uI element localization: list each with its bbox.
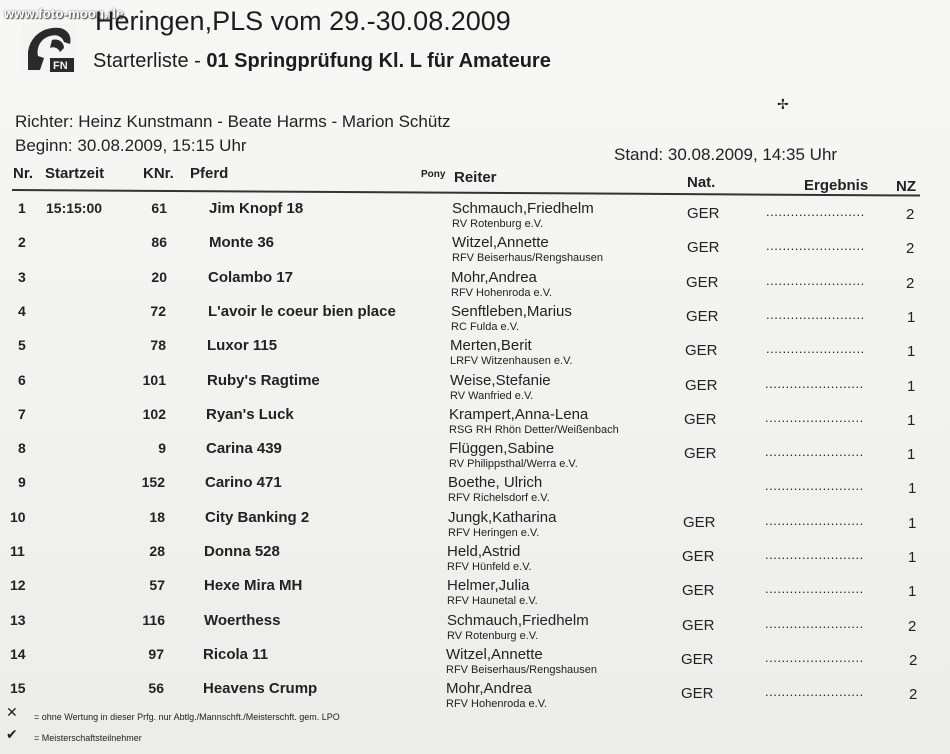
col-header-nz: NZ [896,178,916,195]
cell-nat: GER [682,616,715,634]
cell-nr: 7 [18,405,26,422]
table-row [0,406,950,440]
cell-horse: Heavens Crump [203,680,318,698]
cell-rider: Mohr,Andrea [451,268,537,286]
cell-horse: Ryan's Luck [206,405,294,423]
cell-result: ........................ [766,306,865,322]
col-header-knr: KNr. [143,165,174,182]
cell-nz: 2 [906,206,915,223]
cell-club: LRFV Witzenhausen e.V. [450,355,573,368]
cell-nr: 11 [10,543,25,559]
cell-knr: 28 [149,543,165,559]
subtitle-main: 01 Springprüfung Kl. L für Amateure [206,50,551,72]
col-header-pferd: Pferd [190,165,229,182]
cell-nr: 5 [18,337,26,354]
table-row [0,509,950,543]
cell-club: RV Rotenburg e.V. [447,629,539,642]
fn-horse-logo-icon [22,22,76,74]
cell-result: ........................ [765,649,864,665]
cell-nr: 9 [18,474,26,491]
cell-rider: Weise,Stefanie [450,371,551,389]
cell-club: RSG RH Rhön Detter/Weißenbach [449,423,619,436]
cell-horse: Carina 439 [206,440,282,458]
cell-nz: 1 [908,549,917,566]
cell-rider: Schmauch,Friedhelm [452,200,594,217]
cell-rider: Flüggen,Sabine [449,440,555,458]
cell-nz: 1 [907,446,916,464]
cell-club: RFV Haunetal e.V. [447,595,538,608]
cell-club: RFV Hünfeld e.V. [447,561,532,573]
cell-club: RC Fulda e.V. [451,320,520,333]
cell-nz: 1 [907,377,916,395]
cell-result: ........................ [765,409,864,425]
cell-nz: 1 [908,514,917,532]
watermark: www.foto-moog.de [4,6,124,21]
cell-result: ........................ [765,684,864,700]
table-row [0,646,950,680]
cell-nz: 1 [907,411,916,429]
table-row [0,200,950,234]
cell-result: ........................ [766,238,865,254]
header-rule [12,189,920,197]
cell-horse: Woerthess [204,611,281,629]
cell-nat: GER [685,376,718,394]
table-row [0,577,950,611]
col-header-nr: Nr. [13,165,34,182]
legend-cross-text: = ohne Wertung in dieser Prfg. nur Abtlg./Mannschft./Meisterschft. gem. LPO [34,712,340,722]
cell-nat: GER [685,342,718,360]
cell-result: ........................ [765,444,864,460]
cell-knr: 9 [158,440,166,457]
check-icon: ✔ [6,726,18,742]
cell-result: ........................ [766,341,865,357]
paper-mark-icon: ✢ [777,96,789,112]
cell-horse: Monte 36 [209,234,275,252]
table-row [0,337,950,371]
cell-nz: 1 [908,583,917,601]
cell-nz: 1 [907,343,916,361]
cell-knr: 72 [150,302,166,319]
cell-nz: 1 [907,308,916,326]
cell-rider: Krampert,Anna-Lena [449,405,589,423]
cell-knr: 57 [149,577,165,594]
cell-nat: GER [687,239,720,257]
table-row [0,303,950,337]
cell-horse: City Banking 2 [205,508,310,526]
judges-line: Richter: Heinz Kunstmann - Beate Harms - Marion Schütz [15,112,451,131]
cell-nz: 2 [906,274,915,292]
cell-nr: 13 [10,611,26,628]
logo-text: FN [53,60,68,72]
cell-rider: Boethe, Ulrich [448,474,543,492]
cell-club: RV Wanfried e.V. [450,389,534,402]
cell-horse: Hexe Mira MH [204,577,303,595]
cell-horse: Ricola 11 [203,645,269,663]
cell-nat: GER [681,650,714,668]
cell-result: ........................ [765,478,864,494]
cell-horse: L'avoir le coeur bien place [208,302,396,320]
cell-nr: 2 [18,234,26,251]
cell-nat: GER [684,445,717,463]
cell-club: RFV Hohenroda e.V. [446,698,548,711]
cell-horse: Colambo 17 [208,268,294,286]
cell-rider: Schmauch,Friedhelm [447,611,589,629]
cell-result: ........................ [765,547,864,562]
table-row [0,680,950,714]
cell-result: ........................ [765,512,864,528]
begin-line: Beginn: 30.08.2009, 15:15 Uhr [15,136,247,155]
cell-nr: 3 [18,268,26,285]
cell-rider: Held,Astrid [447,543,521,560]
stand-line: Stand: 30.08.2009, 14:35 Uhr [614,145,838,164]
table-row [0,440,950,474]
table-row [0,269,950,303]
cell-rider: Mohr,Andrea [446,680,532,698]
cell-rider: Witzel,Annette [446,645,543,663]
cell-nr: 6 [18,371,26,388]
cell-nat: GER [686,273,719,291]
cross-icon: ✕ [6,704,18,720]
cell-club: RFV Richelsdorf e.V. [448,492,550,505]
cell-nr: 1 [18,200,26,216]
cell-result: ........................ [765,581,864,597]
cell-result: ........................ [766,272,865,288]
cell-rider: Jungk,Katharina [448,508,557,526]
cell-knr: 56 [148,680,164,697]
col-header-ergebnis: Ergebnis [804,177,869,194]
cell-knr: 152 [141,474,165,491]
cell-nz: 1 [908,480,917,498]
cell-horse: Donna 528 [204,543,280,560]
cell-nat: GER [684,410,717,428]
page-title: Heringen,PLS vom 29.-30.08.2009 [95,6,511,36]
cell-startzeit: 15:15:00 [46,200,103,216]
cell-knr: 18 [149,508,165,525]
table-row [0,474,950,508]
cell-nz: 2 [909,686,918,704]
cell-nr: 4 [18,302,26,319]
cell-rider: Merten,Berit [450,337,532,355]
cell-knr: 102 [142,405,166,422]
table-row [0,372,950,406]
cell-nr: 8 [18,440,26,457]
cell-knr: 101 [142,371,166,388]
cell-horse: Jim Knopf 18 [209,200,304,217]
cell-knr: 20 [151,268,167,285]
cell-club: RFV Beiserhaus/Rengshausen [446,663,598,676]
cell-nr: 10 [10,508,26,525]
cell-nat: GER [683,513,716,531]
cell-nat: GER [686,307,719,325]
cell-club: RFV Heringen e.V. [448,526,540,539]
cell-rider: Senftleben,Marius [451,302,572,320]
table-row [0,612,950,646]
cell-knr: 78 [150,337,166,354]
col-header-reiter: Reiter [454,169,497,186]
cell-nz: 2 [906,240,915,258]
cell-horse: Luxor 115 [207,337,278,355]
cell-rider: Helmer,Julia [447,577,530,595]
cell-nat: GER [682,548,715,565]
cell-horse: Ruby's Ragtime [207,371,320,389]
cell-nr: 15 [10,680,26,697]
legend-check-text: = Meisterschaftsteilnehmer [34,733,142,743]
cell-club: RV Philippsthal/Werra e.V. [449,458,578,471]
cell-knr: 97 [148,645,164,662]
col-header-nat: Nat. [687,174,716,191]
cell-knr: 61 [151,200,167,216]
cell-nr: 14 [10,645,26,662]
table-row [0,234,950,268]
cell-horse: Carino 471 [205,474,282,492]
cell-rider: Witzel,Annette [452,234,549,252]
table-row [0,543,950,577]
cell-knr: 86 [151,234,167,251]
cell-nr: 12 [10,577,26,594]
cell-result: ........................ [765,615,864,631]
col-header-startzeit: Startzeit [45,165,105,182]
cell-nz: 2 [909,651,918,669]
cell-club: RFV Hohenroda e.V. [451,286,553,299]
cell-nz: 2 [908,617,917,635]
cell-club: RV Rotenburg e.V. [452,218,544,230]
cell-nat: GER [682,582,715,600]
page-subtitle [93,50,551,73]
cell-knr: 116 [142,611,165,628]
cell-club: RFV Beiserhaus/Rengshausen [452,252,604,265]
cell-nat: GER [681,685,714,703]
cell-result: ........................ [765,375,864,391]
cell-result: ........................ [766,204,865,219]
subtitle-prefix: Starterliste - [93,50,207,72]
cell-nat: GER [687,205,720,222]
col-header-pony: Pony [421,169,446,180]
